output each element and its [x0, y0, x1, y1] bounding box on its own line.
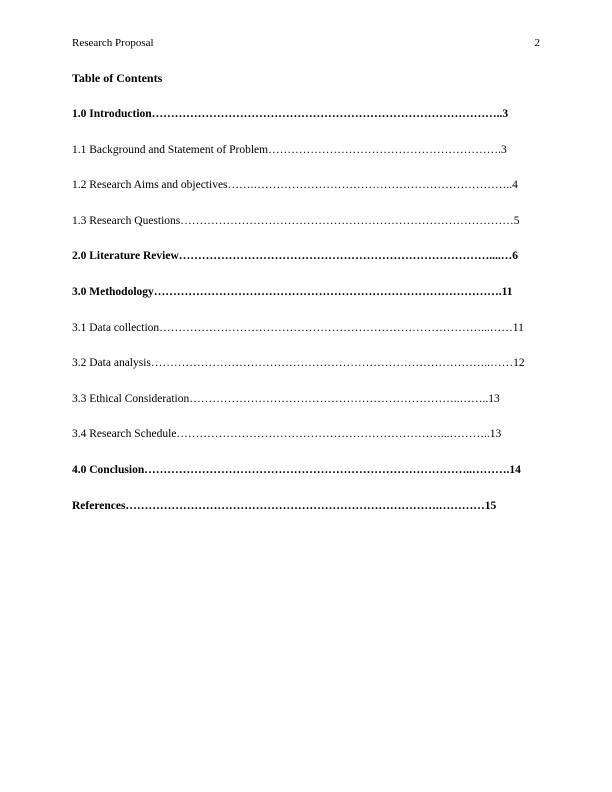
toc-entry-research-schedule[interactable]: 3.4 Research Schedule……………………………………………………………...………..13: [72, 428, 502, 441]
toc-entry-research-questions[interactable]: 1.3 Research Questions……………………………………………………………………………5: [72, 214, 520, 227]
toc-entry-background[interactable]: 1.1 Background and Statement of Problem…………………………………………………….3: [72, 143, 507, 156]
toc-entry-conclusion[interactable]: 4.0 Conclusion…………………………………………………………………………..……….14: [72, 463, 521, 476]
toc-heading: Table of Contents: [72, 71, 163, 85]
toc-entry-data-collection[interactable]: 3.1 Data collection…………………………………………………………………………...……11: [72, 321, 524, 334]
toc-entry-introduction[interactable]: 1.0 Introduction………………………………………………………………………………..3: [72, 108, 509, 120]
toc-entry-aims-objectives[interactable]: 1.2 Research Aims and objectives…….…………………………………………………………..4: [72, 179, 518, 192]
page-number: 2: [534, 37, 540, 49]
toc-entry-methodology[interactable]: 3.0 Methodology……………………………………………………………………………….11: [72, 285, 513, 298]
toc-entry-ethical-consideration[interactable]: 3.3 Ethical Consideration……………………………………………………………..……..13: [72, 392, 500, 405]
table-of-contents: [72, 107, 532, 534]
toc-entry-data-analysis[interactable]: 3.2 Data analysis……………………………………………………………………………..……12: [72, 357, 525, 370]
running-header-title: Research Proposal: [72, 37, 154, 49]
toc-entry-literature-review[interactable]: 2.0 Literature Review………………………………………………………………………....…6: [72, 250, 519, 263]
toc-entry-references[interactable]: References……………………………………………………………………….…………15: [72, 499, 497, 512]
